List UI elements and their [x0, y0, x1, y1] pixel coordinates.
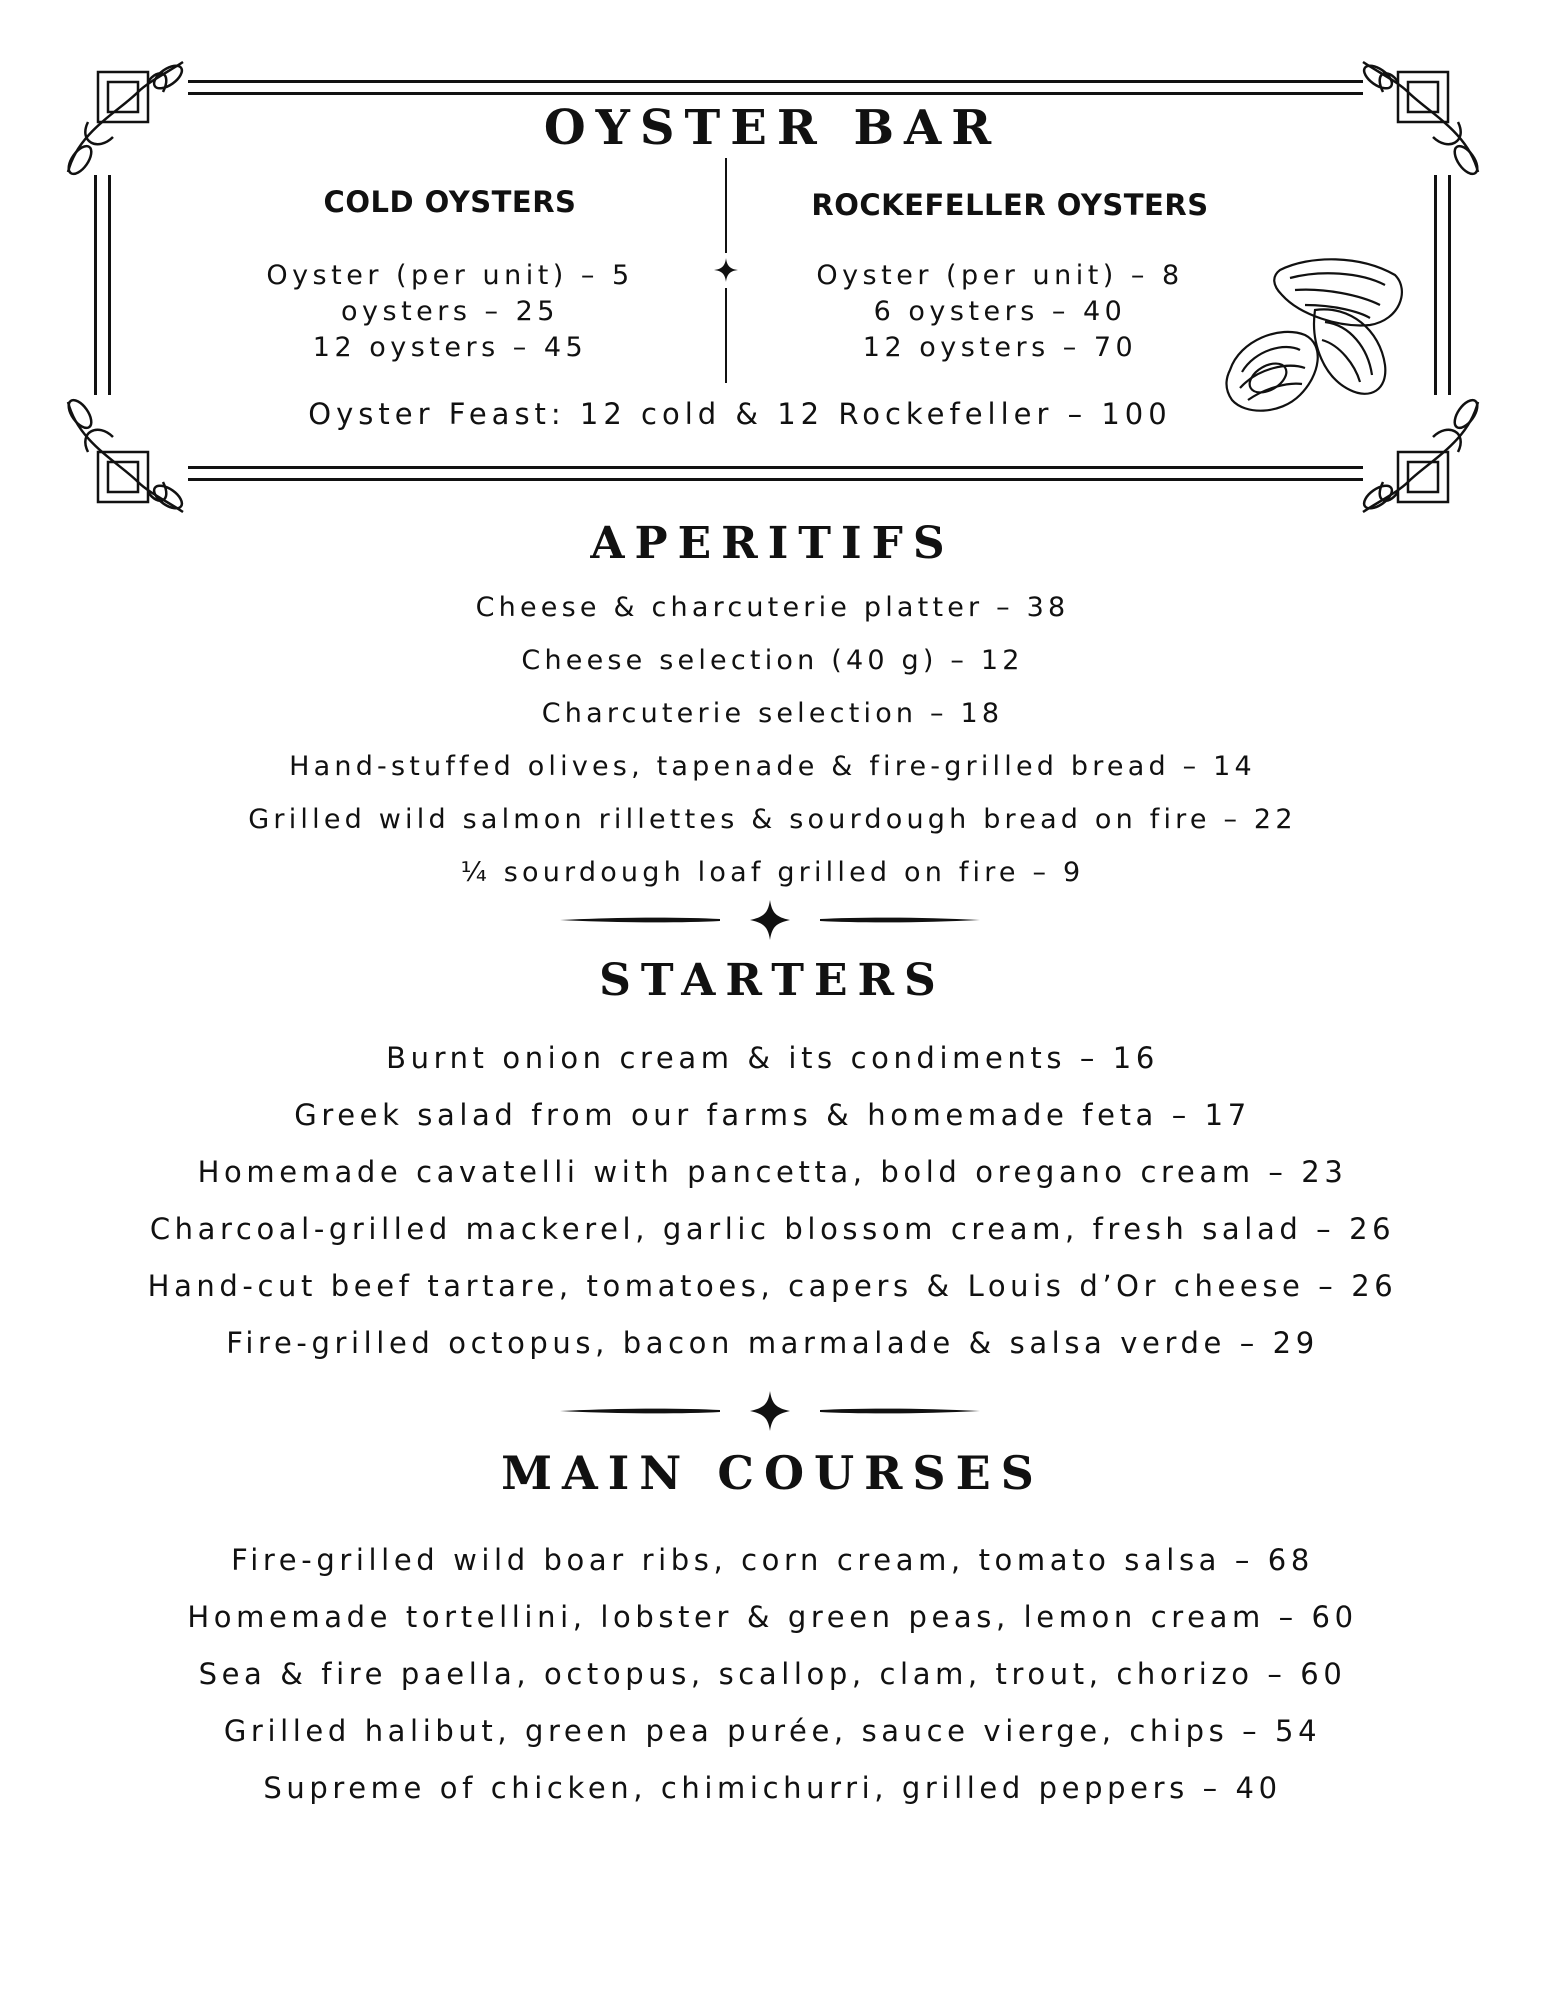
column-divider-top: [725, 158, 727, 253]
frame-left-line-outer: [94, 175, 97, 395]
main-course-item: Sea & fire paella, octopus, scallop, clam, trout, chorizo – 60: [198, 1657, 1347, 1691]
section-divider: [560, 895, 980, 945]
main-course-item: Supreme of chicken, chimichurri, grilled peppers – 40: [263, 1771, 1282, 1805]
frame-top-line-inner: [188, 92, 1363, 95]
aperitif-item: Grilled wild salmon rillettes & sourdough bread on fire – 22: [248, 804, 1297, 835]
cold-oyster-item: oysters – 25: [341, 296, 559, 327]
oyster-bar-title: OYSTER BAR: [543, 100, 1002, 156]
rockefeller-oyster-item: 6 oysters – 40: [873, 296, 1127, 327]
oysters-illustration-icon: [1210, 250, 1410, 420]
aperitif-item: Charcuterie selection – 18: [541, 698, 1004, 729]
starter-item: Homemade cavatelli with pancetta, bold oregano cream – 23: [197, 1155, 1348, 1189]
cold-oyster-item: Oyster (per unit) – 5: [266, 260, 634, 291]
frame-bottom-line-inner: [188, 466, 1363, 469]
starter-item: Burnt onion cream & its condiments – 16: [386, 1041, 1159, 1075]
frame-right-line-outer: [1448, 175, 1451, 395]
sparkle-icon: [750, 900, 790, 940]
starters-title: STARTERS: [599, 955, 946, 1006]
aperitifs-title: APERITIFS: [590, 518, 955, 569]
starter-item: Hand-cut beef tartare, tomatoes, capers & Louis d’Or cheese – 26: [147, 1269, 1398, 1303]
frame-bottom-line-outer: [188, 478, 1363, 481]
main-course-item: Grilled halibut, green pea purée, sauce vierge, chips – 54: [223, 1714, 1322, 1748]
cold-oyster-item: 12 oysters – 45: [312, 332, 588, 363]
aperitif-item: Hand-stuffed olives, tapenade & fire-grilled bread – 14: [289, 751, 1256, 782]
aperitif-item: ¼ sourdough loaf grilled on fire – 9: [460, 857, 1085, 888]
aperitif-item: Cheese selection (40 g) – 12: [521, 645, 1024, 676]
sparkle-icon: [714, 258, 738, 282]
frame-right-line-inner: [1434, 175, 1437, 395]
cold-oysters-heading: COLD OYSTERS: [323, 185, 577, 219]
frame-top-line-outer: [188, 80, 1363, 83]
frame-left-line-inner: [108, 175, 111, 395]
rockefeller-oysters-heading: ROCKEFELLER OYSTERS: [811, 188, 1209, 222]
corner-ornament-icon: [58, 392, 188, 522]
starter-item: Fire-grilled octopus, bacon marmalade & salsa verde – 29: [226, 1326, 1319, 1360]
section-divider: [560, 1386, 980, 1436]
sparkle-icon: [750, 1391, 790, 1431]
starter-item: Charcoal-grilled mackerel, garlic blossom cream, fresh salad – 26: [149, 1212, 1396, 1246]
rockefeller-oyster-item: 12 oysters – 70: [862, 332, 1138, 363]
column-divider-bottom: [725, 288, 727, 383]
main-course-item: Homemade tortellini, lobster & green peas, lemon cream – 60: [187, 1600, 1358, 1634]
rockefeller-oyster-item: Oyster (per unit) – 8: [816, 260, 1184, 291]
starter-item: Greek salad from our farms & homemade feta – 17: [294, 1098, 1251, 1132]
oyster-feast: Oyster Feast: 12 cold & 12 Rockefeller – 100: [308, 397, 1172, 431]
aperitif-item: Cheese & charcuterie platter – 38: [475, 592, 1070, 623]
main-course-item: Fire-grilled wild boar ribs, corn cream, tomato salsa – 68: [231, 1543, 1314, 1577]
main-courses-title: MAIN COURSES: [501, 1446, 1044, 1500]
